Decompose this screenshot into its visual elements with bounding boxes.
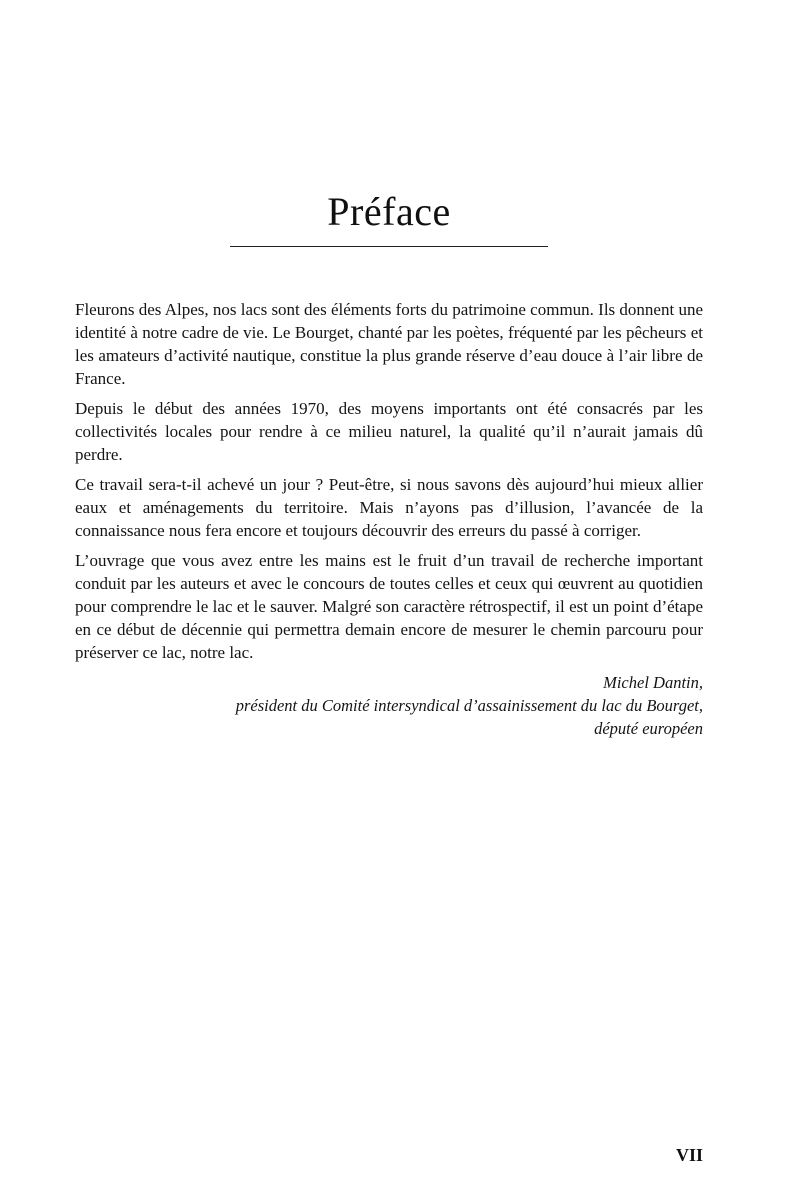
paragraph-3: Ce travail sera-t-il achevé un jour ? Peut-être, si nous savons dès aujourd’hui mieux allier eaux et aménagements du territoire. Mais n’ayons pas d’illusion, l’avancée de la connaissance nous fera encore et toujours découvrir des erreurs du passé à corriger. bbox=[75, 475, 703, 540]
paragraph-2: Depuis le début des années 1970, des moyens importants ont été consacrés par les collectivités locales pour rendre à ce milieu naturel, la qualité qu’il n’aurait jamais dû perdre. bbox=[75, 399, 703, 464]
title-underline bbox=[230, 246, 548, 247]
signature-name: Michel Dantin, bbox=[603, 673, 703, 692]
title-block bbox=[75, 0, 703, 247]
signature-block bbox=[75, 671, 703, 740]
preface-body bbox=[75, 298, 703, 664]
signature-role: président du Comité intersyndical d’assainissement du lac du Bourget, bbox=[235, 696, 703, 715]
signature-title: député européen bbox=[594, 719, 703, 738]
paragraph-4: L’ouvrage que vous avez entre les mains est le fruit d’un travail de recherche important conduit par les auteurs et avec le concours de toutes celles et ceux qui œuvrent au quotidien pour comprendre le lac et le sauver. Malgré son caractère rétrospectif, il est un point d’étape en ce début de décennie qui permettra demain encore de mesurer le chemin parcouru pour préserver ce lac, notre lac. bbox=[75, 551, 703, 662]
page-number: VII bbox=[675, 1145, 703, 1165]
paragraph-1: Fleurons des Alpes, nos lacs sont des éléments forts du patrimoine commun. Ils donnent une identité à notre cadre de vie. Le Bourget, chanté par les poètes, fréquenté par les pêcheurs et les amateurs d’activité nautique, constitue la plus grande réserve d’eau douce à l’air libre de France. bbox=[75, 300, 703, 388]
page-title: Préface bbox=[327, 189, 451, 234]
